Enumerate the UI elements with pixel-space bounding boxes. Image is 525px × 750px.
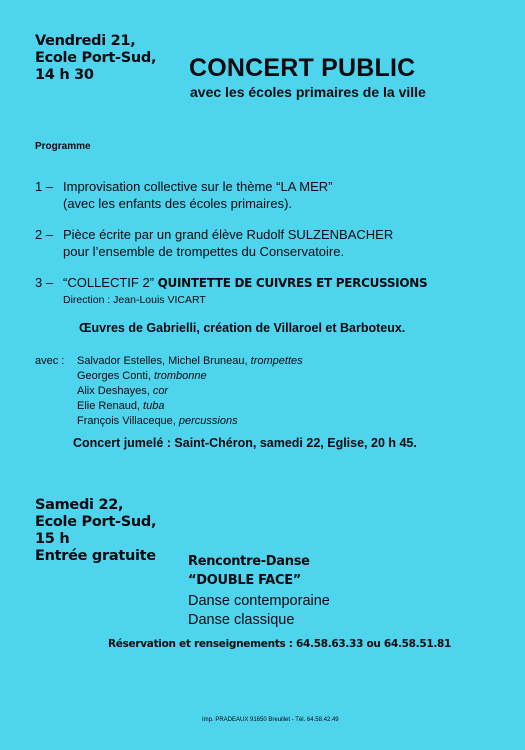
- event1-date-day: Vendredi 21,: [35, 33, 136, 49]
- programme-item-3: [35, 274, 427, 309]
- event1-date-venue: Ecole Port-Sud,: [35, 50, 157, 66]
- dance-block: [188, 553, 330, 629]
- event2-date-day: Samedi 22,: [35, 497, 124, 513]
- event2-date: [35, 497, 156, 565]
- item-text: (avec les enfants des écoles primaires).: [63, 196, 293, 211]
- performer-row: François Villaceque, percussions: [77, 415, 238, 427]
- dance-style-2: Danse classique: [188, 611, 295, 628]
- item-text: Improvisation collective sur le thème “LA MER”: [63, 179, 333, 194]
- performer-list: [77, 354, 303, 429]
- item-text: pour l’ensemble de trompettes du Conservatoire.: [63, 244, 345, 259]
- item-number: 2 –: [35, 227, 54, 242]
- event2-date-time: 15 h: [35, 531, 70, 547]
- concert-subtitle: avec les écoles primaires de la ville: [190, 84, 426, 100]
- performer-row: Salvador Estelles, Michel Bruneau, trompettes: [77, 355, 303, 367]
- free-entry: Entrée gratuite: [35, 548, 156, 564]
- item-number: 1 –: [35, 179, 54, 194]
- avec-label: avec :: [35, 355, 65, 367]
- dance-style-1: Danse contemporaine: [188, 593, 330, 609]
- ensemble-name: “COLLECTIF 2”: [63, 275, 155, 290]
- item-number: 3 –: [35, 275, 54, 290]
- twinned-concert: Concert jumelé : Saint-Chéron, samedi 22, Eglise, 20 h 45.: [73, 436, 417, 450]
- programme-item-1: [35, 178, 332, 212]
- works-line: Œuvres de Gabrielli, création de Villaroel et Barboteux.: [79, 321, 406, 335]
- ensemble-description: QUINTETTE DE CUIVRES ET PERCUSSIONS: [157, 276, 428, 290]
- reservation-line: Réservation et renseignements : 64.58.63.33 ou 64.58.51.81: [108, 638, 452, 650]
- direction: Direction : Jean-Louis VICART: [63, 294, 206, 306]
- item-text: Pièce écrite par un grand élève Rudolf SULZENBACHER: [63, 227, 394, 242]
- dance-title: Rencontre-Danse: [188, 554, 310, 569]
- event1-date: [35, 33, 156, 84]
- event1-date-time: 14 h 30: [35, 67, 94, 83]
- concert-title: CONCERT PUBLIC: [189, 54, 416, 82]
- programme-item-2: [35, 226, 393, 260]
- printer-footer: Imp. PRADEAUX 91650 Breuillet - Tél. 64.58.42.49: [202, 717, 339, 723]
- performer-row: Georges Conti, trombonne: [77, 370, 207, 382]
- event2-date-venue: Ecole Port-Sud,: [35, 514, 157, 530]
- performer-row: Elie Renaud, tuba: [77, 400, 165, 412]
- programme-heading: Programme: [35, 141, 91, 152]
- dance-name: “DOUBLE FACE”: [188, 572, 302, 588]
- performer-row: Alix Deshayes, cor: [77, 385, 169, 397]
